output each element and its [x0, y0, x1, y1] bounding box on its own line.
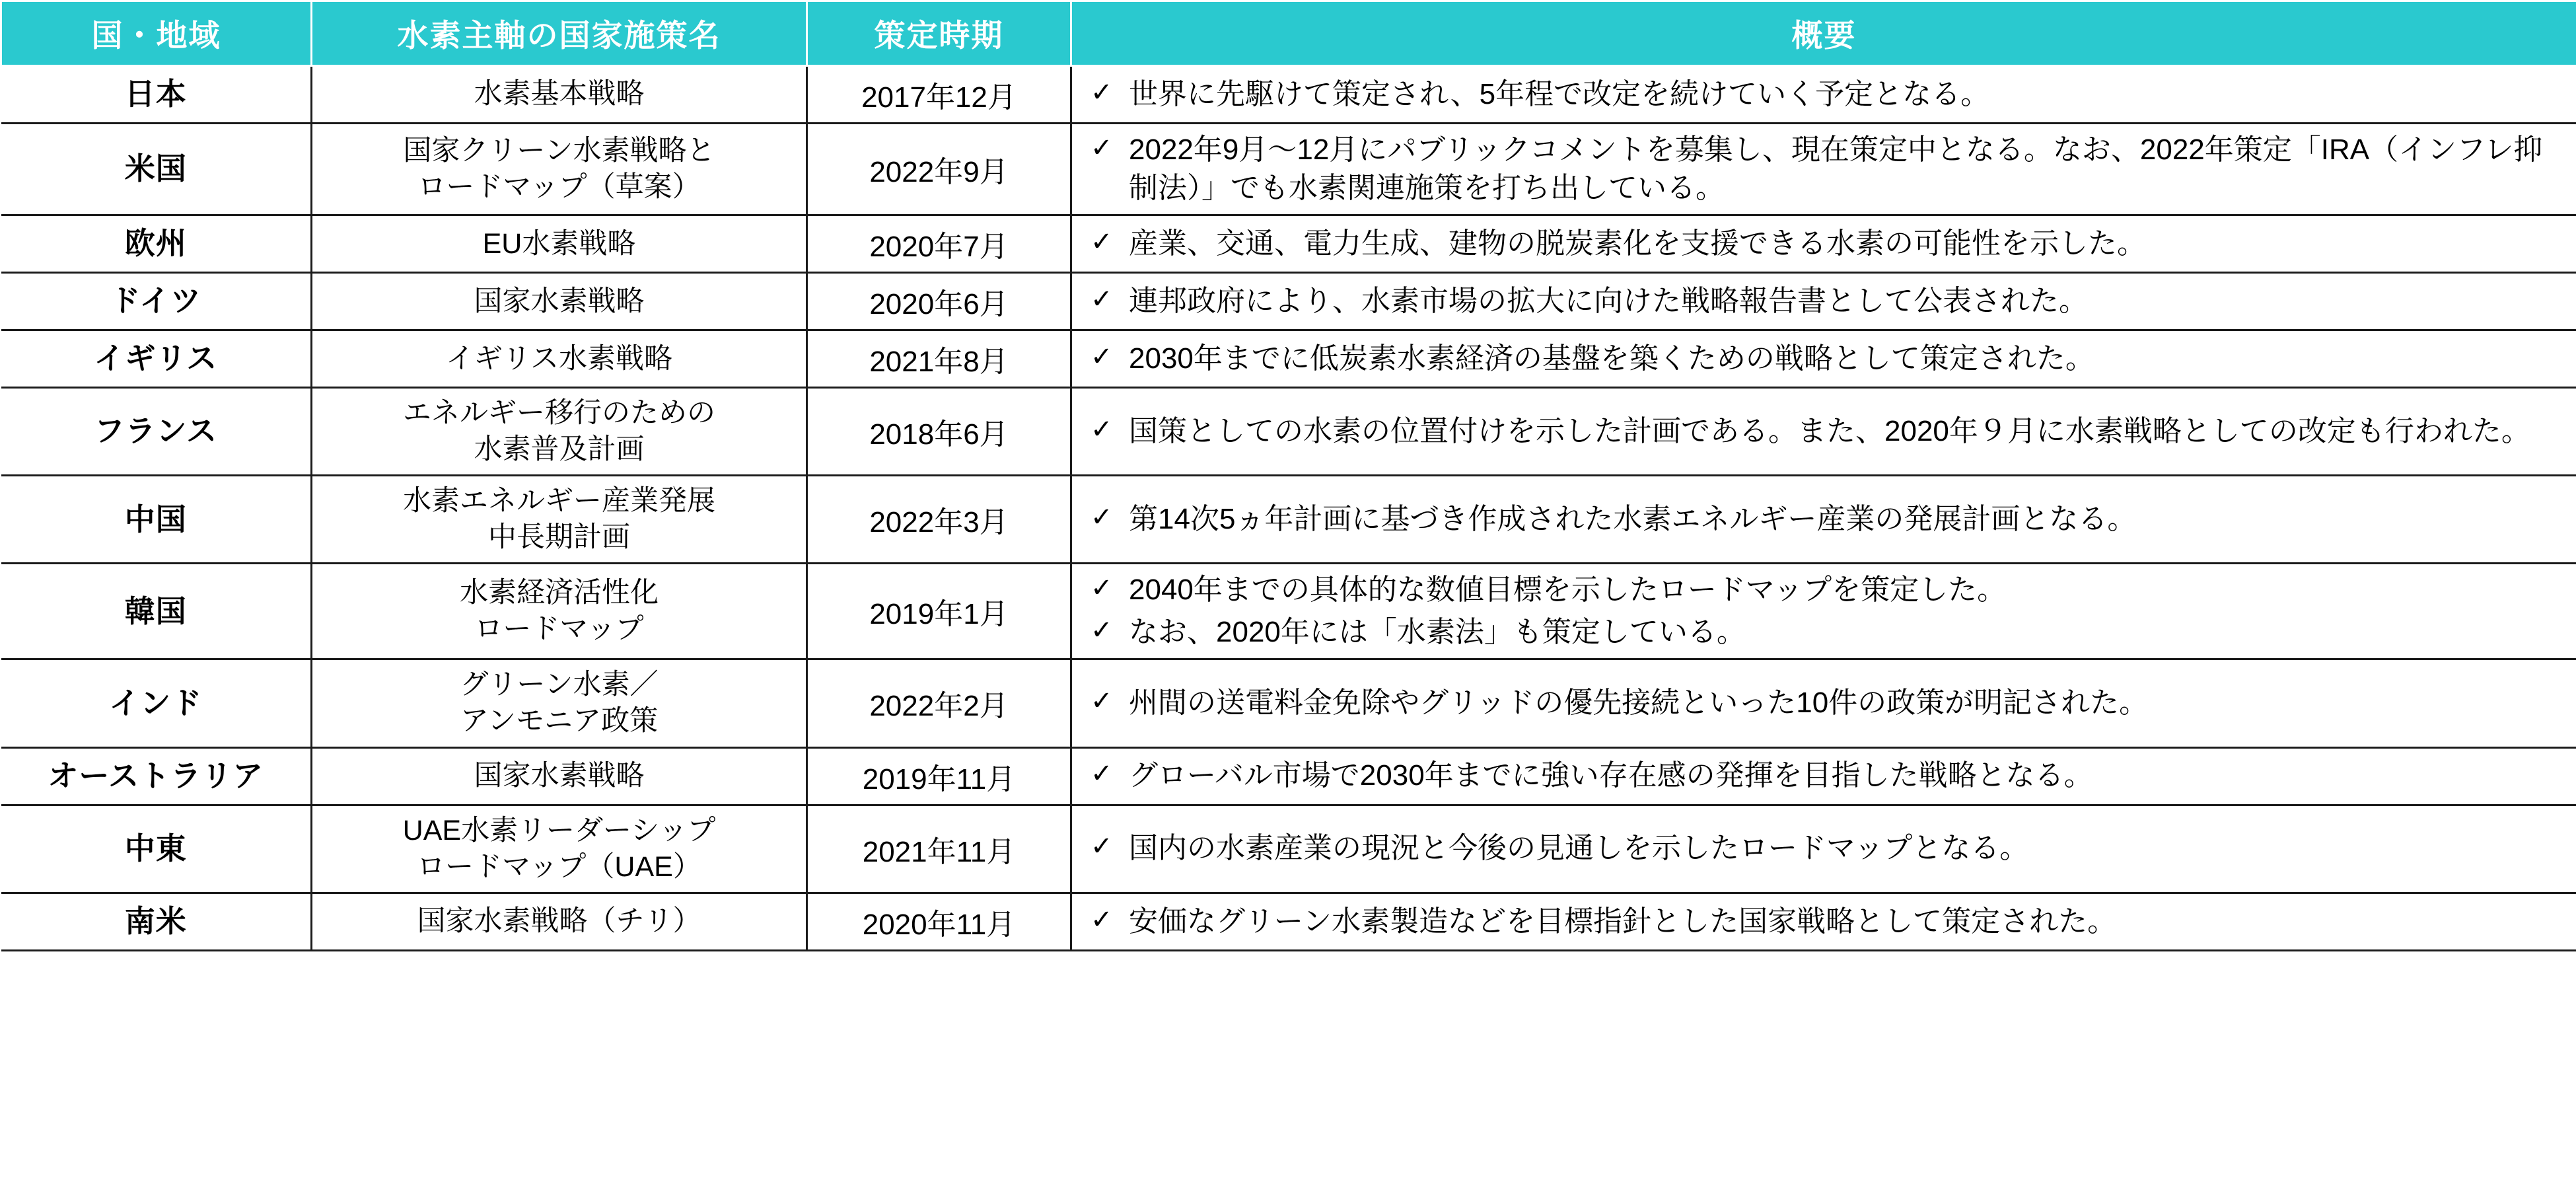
- cell-policy-name: [312, 388, 807, 476]
- check-icon: ✓: [1091, 342, 1113, 372]
- cell-date: 2019年1月: [807, 564, 1071, 659]
- table-row: [1, 476, 2576, 564]
- check-icon: ✓: [1091, 133, 1113, 163]
- summary-text: 産業、交通、電力生成、建物の脱炭素化を支援できる水素の可能性を示した。: [1129, 227, 2146, 260]
- check-icon: ✓: [1091, 77, 1113, 107]
- summary-bullet: [1091, 684, 2565, 722]
- column-header-date: 策定時期: [807, 1, 1071, 66]
- policy-name-line: 国家水素戦略: [474, 285, 645, 317]
- summary-text: 第14次5ヵ年計画に基づき作成された水素エネルギー産業の発展計画となる。: [1129, 503, 2137, 536]
- check-icon: ✓: [1091, 415, 1113, 445]
- cell-region: 日本: [1, 66, 312, 124]
- cell-date: 2020年11月: [807, 893, 1071, 950]
- summary-bullet: [1091, 225, 2565, 263]
- cell-policy-name: [312, 330, 807, 388]
- table-header: [1, 1, 2576, 66]
- summary-bullet: [1091, 613, 2565, 651]
- check-icon: ✓: [1091, 759, 1113, 789]
- cell-summary: [1071, 66, 2576, 124]
- policy-name-line: 水素基本戦略: [474, 78, 645, 110]
- summary-text: 安価なグリーン水素製造などを目標指針とした国家戦略として策定された。: [1129, 905, 2117, 938]
- cell-region: インド: [1, 659, 312, 747]
- cell-date: 2018年6月: [807, 388, 1071, 476]
- cell-summary: [1071, 124, 2576, 215]
- policy-name-line: グリーン水素／: [460, 669, 659, 701]
- cell-date: 2020年7月: [807, 215, 1071, 273]
- cell-region: 欧州: [1, 215, 312, 273]
- summary-bullet: [1091, 757, 2565, 795]
- cell-region: 南米: [1, 893, 312, 950]
- table-row: [1, 124, 2576, 215]
- cell-summary: [1071, 659, 2576, 747]
- cell-policy-name: [312, 66, 807, 124]
- table-row: [1, 215, 2576, 273]
- cell-region: ドイツ: [1, 273, 312, 330]
- policy-name-line: ロードマップ: [474, 613, 644, 646]
- policy-name-line: 中長期計画: [488, 521, 630, 554]
- summary-bullet: [1091, 500, 2565, 538]
- summary-bullet: [1091, 340, 2565, 378]
- summary-text: 2022年9月〜12月にパブリックコメントを募集し、現在策定中となる。なお、2022年策定「IRA（インフレ抑制法）」でも水素関連施策を打ち出している。: [1129, 133, 2543, 205]
- policy-name-line: 国家水素戦略: [474, 759, 645, 792]
- cell-date: 2022年9月: [807, 124, 1071, 215]
- summary-bullet: [1091, 571, 2565, 609]
- column-header-summary: 概要: [1071, 1, 2576, 66]
- cell-date: 2020年6月: [807, 273, 1071, 330]
- cell-date: 2022年3月: [807, 476, 1071, 564]
- summary-bullet: [1091, 412, 2565, 451]
- column-header-policy-name: 水素主軸の国家施策名: [312, 1, 807, 66]
- table-row: [1, 747, 2576, 805]
- summary-bullet: [1091, 75, 2565, 114]
- policy-name-line: 水素エネルギー産業発展: [403, 485, 715, 517]
- policy-name-line: 水素普及計画: [474, 433, 645, 466]
- summary-text: グローバル市場で2030年までに強い存在感の発揮を目指した戦略となる。: [1129, 759, 2093, 792]
- check-icon: ✓: [1091, 687, 1113, 716]
- cell-policy-name: [312, 215, 807, 273]
- cell-policy-name: [312, 893, 807, 950]
- cell-region: 韓国: [1, 564, 312, 659]
- summary-bullet: [1091, 829, 2565, 868]
- summary-text: なお、2020年には「水素法」も策定している。: [1129, 616, 1746, 649]
- cell-policy-name: [312, 476, 807, 564]
- check-icon: ✓: [1091, 503, 1113, 533]
- summary-text: 国策としての水素の位置付けを示した計画である。また、2020年９月に水素戦略としての改定も行われた。: [1129, 415, 2530, 448]
- cell-region: 中東: [1, 805, 312, 893]
- cell-summary: [1071, 564, 2576, 659]
- cell-region: 中国: [1, 476, 312, 564]
- check-icon: ✓: [1091, 905, 1113, 934]
- summary-text: 2040年までの具体的な数値目標を示したロードマップを策定した。: [1129, 574, 2007, 607]
- cell-date: 2022年2月: [807, 659, 1071, 747]
- cell-policy-name: [312, 124, 807, 215]
- cell-summary: [1071, 273, 2576, 330]
- cell-policy-name: [312, 805, 807, 893]
- cell-region: イギリス: [1, 330, 312, 388]
- cell-summary: [1071, 330, 2576, 388]
- cell-summary: [1071, 747, 2576, 805]
- summary-bullet: [1091, 131, 2565, 207]
- check-icon: ✓: [1091, 574, 1113, 603]
- check-icon: ✓: [1091, 285, 1113, 315]
- summary-text: 世界に先駆けて策定され、5年程で改定を続けていく予定となる。: [1129, 77, 1990, 110]
- table-row: [1, 66, 2576, 124]
- table-row: [1, 893, 2576, 950]
- policy-name-line: 水素経済活性化: [460, 577, 659, 609]
- cell-policy-name: [312, 564, 807, 659]
- cell-summary: [1071, 215, 2576, 273]
- check-icon: ✓: [1091, 832, 1113, 862]
- header-row: [1, 1, 2576, 66]
- summary-bullet: [1091, 282, 2565, 320]
- cell-date: 2021年8月: [807, 330, 1071, 388]
- check-icon: ✓: [1091, 616, 1113, 646]
- summary-text: 2030年までに低炭素水素経済の基盤を築くための戦略として策定された。: [1129, 342, 2094, 375]
- cell-region: フランス: [1, 388, 312, 476]
- policy-name-line: エネルギー移行のための: [403, 397, 715, 429]
- summary-text: 国内の水素産業の現況と今後の見通しを示したロードマップとなる。: [1129, 832, 2029, 865]
- cell-summary: [1071, 805, 2576, 893]
- table-row: [1, 805, 2576, 893]
- table-row: [1, 330, 2576, 388]
- policy-name-line: 国家水素戦略（チリ）: [417, 905, 701, 938]
- policy-name-line: 国家クリーン水素戦略と: [403, 135, 715, 167]
- cell-region: 米国: [1, 124, 312, 215]
- cell-summary: [1071, 388, 2576, 476]
- summary-text: 連邦政府により、水素市場の拡大に向けた戦略報告書として公表された。: [1129, 285, 2088, 318]
- cell-policy-name: [312, 659, 807, 747]
- policy-name-line: ロードマップ（草案）: [417, 171, 701, 204]
- policy-name-line: ロードマップ（UAE）: [417, 850, 701, 883]
- cell-region: オーストラリア: [1, 747, 312, 805]
- cell-summary: [1071, 476, 2576, 564]
- policy-name-line: アンモニア政策: [460, 705, 659, 737]
- cell-summary: [1071, 893, 2576, 950]
- table-row: [1, 659, 2576, 747]
- table-row: [1, 564, 2576, 659]
- policy-name-line: イギリス水素戦略: [445, 342, 673, 375]
- check-icon: ✓: [1091, 227, 1113, 257]
- summary-bullet: [1091, 903, 2565, 941]
- cell-date: 2019年11月: [807, 747, 1071, 805]
- table-row: [1, 273, 2576, 330]
- cell-date: 2021年11月: [807, 805, 1071, 893]
- table-body: [1, 66, 2576, 951]
- cell-policy-name: [312, 273, 807, 330]
- cell-date: 2017年12月: [807, 66, 1071, 124]
- policy-name-line: EU水素戦略: [482, 227, 636, 260]
- cell-policy-name: [312, 747, 807, 805]
- summary-text: 州間の送電料金免除やグリッドの優先接続といった10件の政策が明記された。: [1129, 687, 2149, 720]
- column-header-region: 国・地域: [1, 1, 312, 66]
- table-row: [1, 388, 2576, 476]
- policy-name-line: UAE水素リーダーシップ: [402, 814, 716, 846]
